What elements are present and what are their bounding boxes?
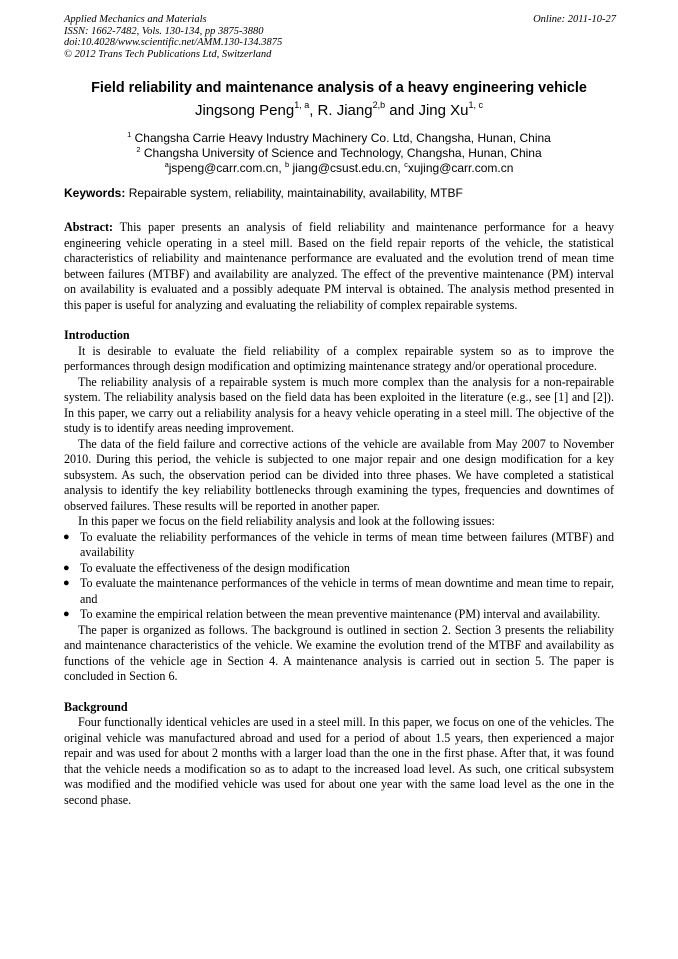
abstract-label: Abstract: (64, 220, 114, 234)
author-superscript: 1, a (294, 100, 310, 110)
abstract (64, 220, 614, 313)
bullet-icon: ● (63, 561, 70, 574)
list-item: ● To evaluate the effectiveness of the design modification (63, 560, 350, 575)
email-link[interactable]: jiang@csust.edu.cn, (289, 161, 405, 175)
author-name: , R. Jiang (309, 102, 373, 119)
issn-line: ISSN: 1662-7482, Vols. 130-134, pp 3875-3880 (64, 25, 264, 37)
affiliations (40, 131, 638, 176)
copyright-line: © 2012 Trans Tech Publications Ltd, Switzerland (64, 48, 272, 60)
bullet-icon: ● (63, 530, 70, 543)
list-item: ● To evaluate the maintenance performances of the vehicle in terms of mean downtime and mean time to repair, and (63, 576, 614, 606)
paper-title: Field reliability and maintenance analysis of a heavy engineering vehicle (91, 80, 587, 96)
email-line: $^a$jspeng@carr.com.cn, $^b$ jiang@csust.edu.cn, $^c$xujing@carr.com.cn (164, 160, 514, 175)
keywords (64, 186, 624, 201)
section-heading-introduction: Introduction (64, 328, 130, 342)
list-item: ● To examine the empirical relation between the mean preventive maintenance (PM) interval and availability. (63, 607, 601, 621)
author-name: and Jing Xu (385, 102, 469, 119)
paper-body (64, 220, 614, 808)
doi-line: doi:10.4028/www.scientific.net/AMM.130-134.3875 (64, 37, 283, 48)
bullet-icon: ● (63, 608, 70, 620)
paragraph: Four functionally identical vehicles are used in a steel mill. In this paper, we focus on one of the vehicles. The original vehicle was manufactured abroad and used for a period of about 1.5 years, then experienced a major repair and was used for about 2 months with a larger load than the one in the first phase. After that, it was found that the vehicle needs a modification so as to adapt to the increased load level. As such, one critical subsystem was modified and the modified vehicle was used for about one year with the same load level as the one in the second phase. (64, 715, 614, 807)
journal-name: Applied Mechanics and Materials (64, 14, 207, 25)
email-link[interactable]: jspeng@carr.com.cn, (168, 161, 285, 175)
journal-header (64, 14, 616, 60)
paragraph: In this paper we focus on the field reliability analysis and look at the following issues: (78, 514, 495, 528)
issue-list (64, 530, 614, 623)
author-name: Jingsong Peng (194, 102, 295, 119)
list-item: ● To evaluate the reliability performances of the vehicle in terms of mean time between failures (MTBF) and availability (63, 529, 614, 559)
author-superscript: 2,b (372, 100, 386, 110)
online-date: Online: 2011-10-27 (533, 14, 616, 25)
paragraph: It is desirable to evaluate the field reliability of a complex repairable system so as to improve the performances through design modification and optimizing maintenance strategy and/or operational procedure. (64, 343, 614, 373)
keywords-text: Repairable system, reliability, maintainability, availability, MTBF (125, 186, 463, 200)
author-line (40, 100, 638, 122)
author-superscript: 1, c (468, 100, 484, 110)
paragraph: The paper is organized as follows. The background is outlined in section 2. Section 3 presents the reliability and maintenance characteristics of the vehicle. We examine the evolution trend of the MTBF and availability as functions of the vehicle age in Section 4. A maintenance analysis is carried out in section 5. The paper is concluded in Section 6. (64, 622, 614, 683)
email-link[interactable]: xujing@carr.com.cn (407, 161, 514, 175)
affiliation-2: $^2$ Changsha University of Science and Technology, Changsha, Hunan, China (136, 145, 542, 160)
bullet-icon: ● (63, 577, 70, 589)
abstract-text: This paper presents an analysis of field reliability and maintenance performance for a heavy engineering vehicle operating in a steel mill. Based on the field repair reports of the vehicle, the statistical characteristics of reliability and maintenance performance are evaluated and the evolution trend of mean time between failures (MTBF) and availability are analyzed. The effect of the preventive maintenance (PM) interval on availability is evaluated and a possibly adequate PM interval is obtained. The analysis method presented in this paper is useful for analyzing and evaluating the reliability of complex repairable systems. (64, 220, 614, 312)
affiliation-1: $^1$ Changsha Carrie Heavy Industry Machinery Co. Ltd, Changsha, Hunan, China (127, 130, 551, 145)
paragraph: The reliability analysis of a repairable system is much more complex than the analysis for a non-repairable system. The reliability analysis based on the field data has been exploited in the literature (e.g., see [1] and [2]). In this paper, we carry out a reliability analysis for a heavy vehicle operating in a steel mill. The objective of the study is to identify areas needing improvement. (64, 374, 614, 435)
section-heading-background: Background (64, 699, 128, 714)
keywords-label: Keywords: (64, 186, 126, 200)
paragraph: The data of the field failure and corrective actions of the vehicle are available from May 2007 to November 2010. During this period, the vehicle is subjected to one major repair and one design modification for a key subsystem. As such, the observation period can be divided into three phases. We have completed a statistical analysis to identify the key reliability bottlenecks through examining the types, frequencies and downtimes of observed failures. These results will be reported in another paper. (64, 436, 614, 513)
